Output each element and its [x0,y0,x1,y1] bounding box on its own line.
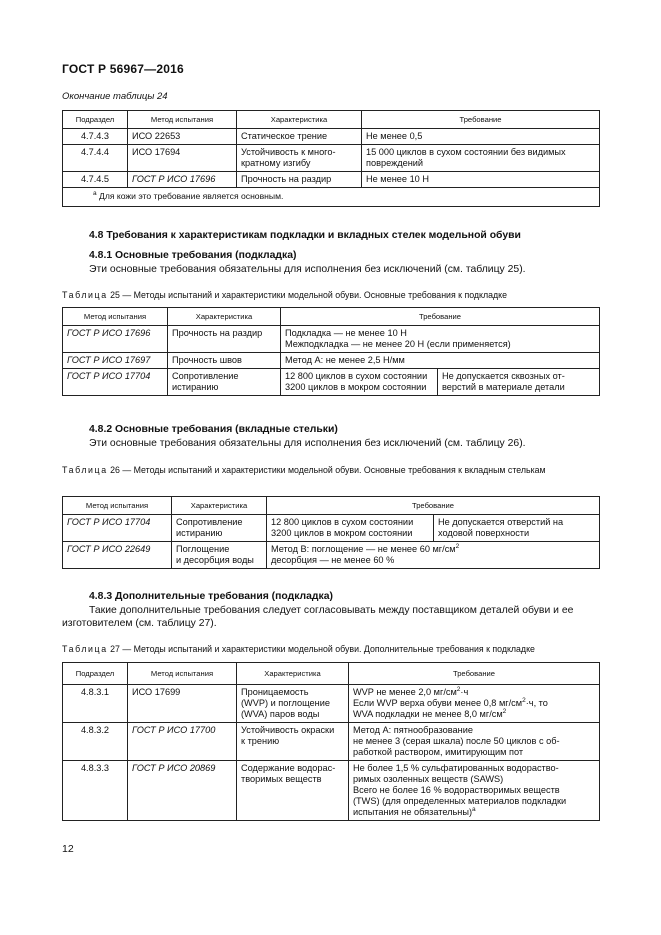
caption-label: Таблица [62,644,108,654]
cell-subsection: 4.8.3.1 [63,685,128,723]
cell-requirement: Метод А: не менее 2,5 Н/мм [281,353,600,369]
cell-characteristic: Прочность на раздир [168,326,281,353]
section-4-8-2-title: 4.8.2 Основные требования (вкладные стельки) [89,424,338,435]
req-line: десорбция — не менее 60 % [271,555,395,565]
col-header: Требование [362,111,600,129]
col-header: Характеристика [168,308,281,326]
col-header: Подраздел [63,111,128,129]
cell-characteristic: Сопротивление истиранию [172,515,267,542]
cell-characteristic: Содержание водорас- творимых веществ [237,761,349,821]
table-row [63,761,600,821]
table-row [63,685,600,723]
cell-requirement: Метод А: пятнообразование не менее 3 (серая шкала) после 50 циклов с об- работкой раствором, имитирующим пот [349,723,600,761]
cell-requirement [349,761,600,821]
cell-characteristic: Прочность швов [168,353,281,369]
cell-method: ГОСТ Р ИСО 17697 [63,353,168,369]
cell-subsection: 4.8.3.2 [63,723,128,761]
footnote-mark: а [472,805,476,813]
table27-caption [62,643,602,655]
table-row [63,542,600,569]
table-header-row [63,497,600,515]
cell-subsection: 4.7.4.5 [63,172,128,188]
cell-requirement: 15 000 циклов в сухом состоянии без видимых повреждений [362,145,600,172]
table26-caption [62,464,602,476]
cell-characteristic: Статическое трение [237,129,362,145]
table-row [63,172,600,188]
cell-method: ГОСТ Р ИСО 17704 [63,515,172,542]
table-row [63,353,600,369]
cell-requirement: Подкладка — не менее 10 Н Межподкладка — не менее 20 Н (если применяется) [281,326,600,353]
table25-caption [62,289,602,301]
cell-requirement: Не менее 0,5 [362,129,600,145]
page-number: 12 [62,843,74,855]
cell-characteristic: Устойчивость окраски к трению [237,723,349,761]
col-header: Требование [349,663,600,685]
cell-characteristic: Сопротивление истиранию [168,369,281,396]
table-row [63,145,600,172]
table-row [63,369,600,396]
cell-method: ГОСТ Р ИСО 22649 [63,542,172,569]
cell-requirement: 12 800 циклов в сухом состоянии 3200 циклов в мокром состоянии [267,515,434,542]
cell-characteristic: Устойчивость к много- кратному изгибу [237,145,362,172]
caption-text: 26 — Методы испытаний и характеристики модельной обуви. Основные требования к вкладным стелькам [107,465,546,475]
cell-method: ИСО 17699 [128,685,237,723]
caption-label: Таблица [62,465,108,475]
cell-method: ИСО 17694 [128,145,237,172]
table-row [63,515,600,542]
cell-method: ГОСТ Р ИСО 17696 [128,172,237,188]
col-header: Метод испытания [63,308,168,326]
cell-requirement: 12 800 циклов в сухом состоянии 3200 циклов в мокром состоянии [281,369,438,396]
table-footnote [63,188,600,207]
cell-subsection: 4.8.3.3 [63,761,128,821]
section-4-8-3-text: Такие дополнительные требования следует согласовывать между поставщиком деталей обуви и ее изготовителем (см. таблицу 27). [62,605,574,629]
cell-method: ГОСТ Р ИСО 17696 [63,326,168,353]
cell-method: ГОСТ Р ИСО 17704 [63,369,168,396]
table-header-row [63,663,600,685]
cell-method: ИСО 22653 [128,129,237,145]
caption-label: Таблица [62,290,108,300]
col-header: Требование [281,308,600,326]
req-line: Метод В: поглощение — не менее 60 мг/см [271,544,456,554]
cell-method: ГОСТ Р ИСО 17700 [128,723,237,761]
cell-subsection: 4.7.4.4 [63,145,128,172]
standard-header: ГОСТ Р 56967—2016 [62,62,184,76]
table-row [63,129,600,145]
cell-characteristic: Прочность на раздир [237,172,362,188]
cell-characteristic: Проницаемость (WVP) и поглощение (WVA) паров воды [237,685,349,723]
cell-requirement: Не допускается сквозных от- верстий в материале детали [438,369,600,396]
table-header-row [63,308,600,326]
section-4-8-2-text: Эти основные требования обязательны для исполнения без исключений (см. таблицу 26). [89,438,526,449]
footnote-text: Для кожи это требование является основным. [96,191,284,201]
col-header: Характеристика [172,497,267,515]
superscript: 2 [456,685,461,693]
table-header-row [63,111,600,129]
caption-text: 25 — Методы испытаний и характеристики модельной обуви. Основные требования к подкладке [107,290,508,300]
cell-method: ГОСТ Р ИСО 20869 [128,761,237,821]
cell-subsection: 4.7.4.3 [63,129,128,145]
table24-continuation: Окончание таблицы 24 [62,91,168,102]
footnote-mark: а [93,190,97,198]
req-line: WVA подкладки не менее 8,0 мг/см [353,709,503,719]
col-header: Требование [267,497,600,515]
col-header: Метод испытания [63,497,172,515]
col-header: Метод испытания [128,111,237,129]
caption-text: 27 — Методы испытаний и характеристики модельной обуви. Дополнительные требования к подкладке [107,644,535,654]
section-4-8-1-title: 4.8.1 Основные требования (подкладка) [89,250,297,261]
table-26 [62,496,600,569]
cell-requirement: Не менее 10 Н [362,172,600,188]
table-footnote-row [63,188,600,207]
col-header: Характеристика [237,111,362,129]
col-header: Характеристика [237,663,349,685]
req-line: Если WVP верха обуви менее 0,8 мг/см [353,698,523,708]
req-line: WVP не менее 2,0 мг/см [353,687,457,697]
req-text: Не более 1,5 % сульфатированных водораство- римых озоленных веществ (SAWS) Всего не более 16 % водорастворимых веществ (TWS) (для определенных материалов подкладки испытания не обязательны) [353,763,567,817]
cell-requirement [267,542,600,569]
superscript: 2 [522,696,526,704]
table-24 [62,110,600,207]
req-line: ·ч [460,687,469,697]
table-27 [62,662,600,821]
req-line: ·ч, то [525,698,548,708]
superscript: 2 [502,707,507,715]
col-header: Метод испытания [128,663,237,685]
section-4-8-title: 4.8 Требования к характеристикам подкладки и вкладных стелек модельной обуви [89,230,521,241]
cell-characteristic: Поглощение и десорбция воды [172,542,267,569]
section-4-8-3-title: 4.8.3 Дополнительные требования (подкладка) [89,591,333,602]
table-25 [62,307,600,396]
col-header: Подраздел [63,663,128,685]
table-row [63,723,600,761]
table-row [63,326,600,353]
cell-requirement [349,685,600,723]
cell-requirement: Не допускается отверстий на ходовой поверхности [434,515,600,542]
superscript: 2 [455,542,460,550]
section-4-8-1-text: Эти основные требования обязательны для исполнения без исключений (см. таблицу 25). [89,264,526,275]
